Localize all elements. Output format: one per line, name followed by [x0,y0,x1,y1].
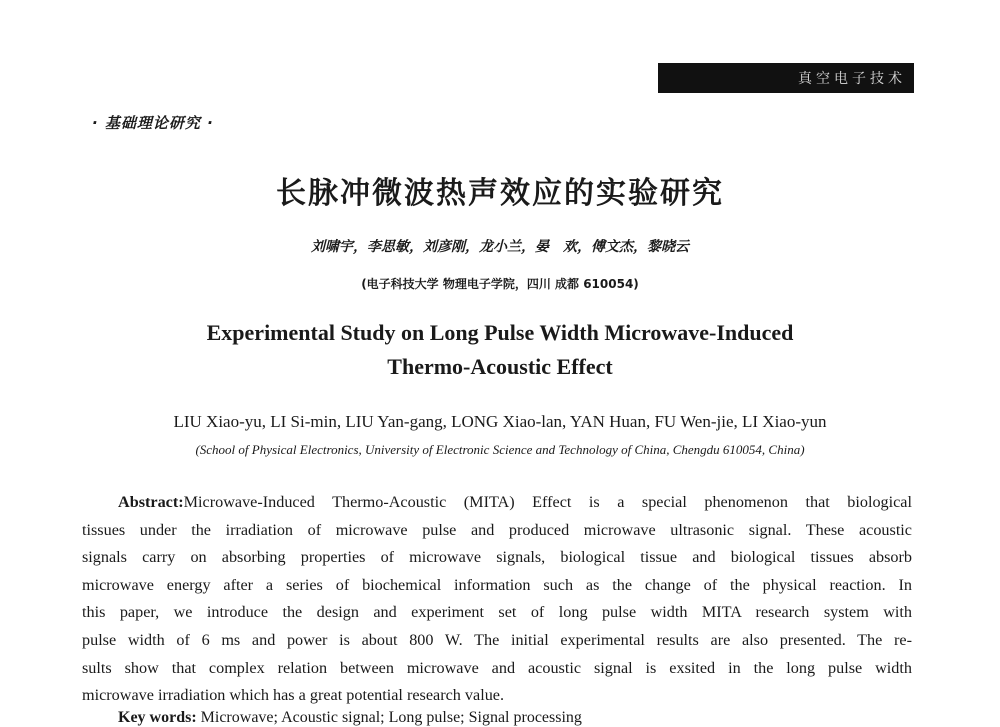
english-title-line: Experimental Study on Long Pulse Width Microwave-Induced [206,320,794,345]
section-tag: · 基础理论研究 · [92,114,214,132]
english-title-line: Thermo-Acoustic Effect [387,354,613,379]
english-authors: LIU Xiao-yu, LI Si-min, LIU Yan-gang, LONG Xiao-lan, YAN Huan, FU Wen-jie, LI Xiao-yun [173,412,827,431]
keywords-label: Key words: [118,709,197,726]
journal-name: 真空电子技术 [798,71,906,87]
abstract [82,489,912,710]
abstract-line: microwave energy after a series of biochemical information such as the change of the physical reaction. In [82,575,912,594]
abstract-label: Abstract: [118,493,184,511]
abstract-line: sults show that complex relation between microwave and acoustic signal is exsited in the long pulse width [82,658,912,677]
abstract-line [82,489,912,517]
abstract-line: tissues under the irradiation of microwave pulse and produced microwave ultrasonic signal. These acoustic [82,520,912,539]
english-affiliation: (School of Physical Electronics, University of Electronic Science and Technology of China, Chengdu 610054, China) [195,442,805,457]
abstract-line: signals carry on absorbing properties of microwave signals, biological tissue and biological tissues absorb [82,548,912,567]
abstract-line: pulse width of 6 ms and power is about 800 W. The initial experimental results are also presented. The re- [82,630,912,649]
abstract-line: this paper, we introduce the design and experiment set of long pulse width MITA research system with [82,603,912,622]
chinese-title: 长脉冲微波热声效应的实验研究 [276,176,724,211]
keywords-text: Microwave; Acoustic signal; Long pulse; Signal processing [200,709,582,726]
abstract-text: Microwave-Induced Thermo-Acoustic (MITA) Effect is a special phenomenon that biological [183,493,912,511]
english-title [0,316,1000,384]
chinese-authors: 刘啸宇，李思敏，刘彦刚，龙小兰，晏 欢，傅文杰，黎晓云 [311,239,689,255]
keywords [118,709,582,727]
abstract-line: microwave irradiation which has a great potential research value. [82,686,505,705]
journal-banner [658,63,914,93]
chinese-affiliation: (电子科技大学 物理电子学院，四川 成都 610054) [361,277,639,291]
